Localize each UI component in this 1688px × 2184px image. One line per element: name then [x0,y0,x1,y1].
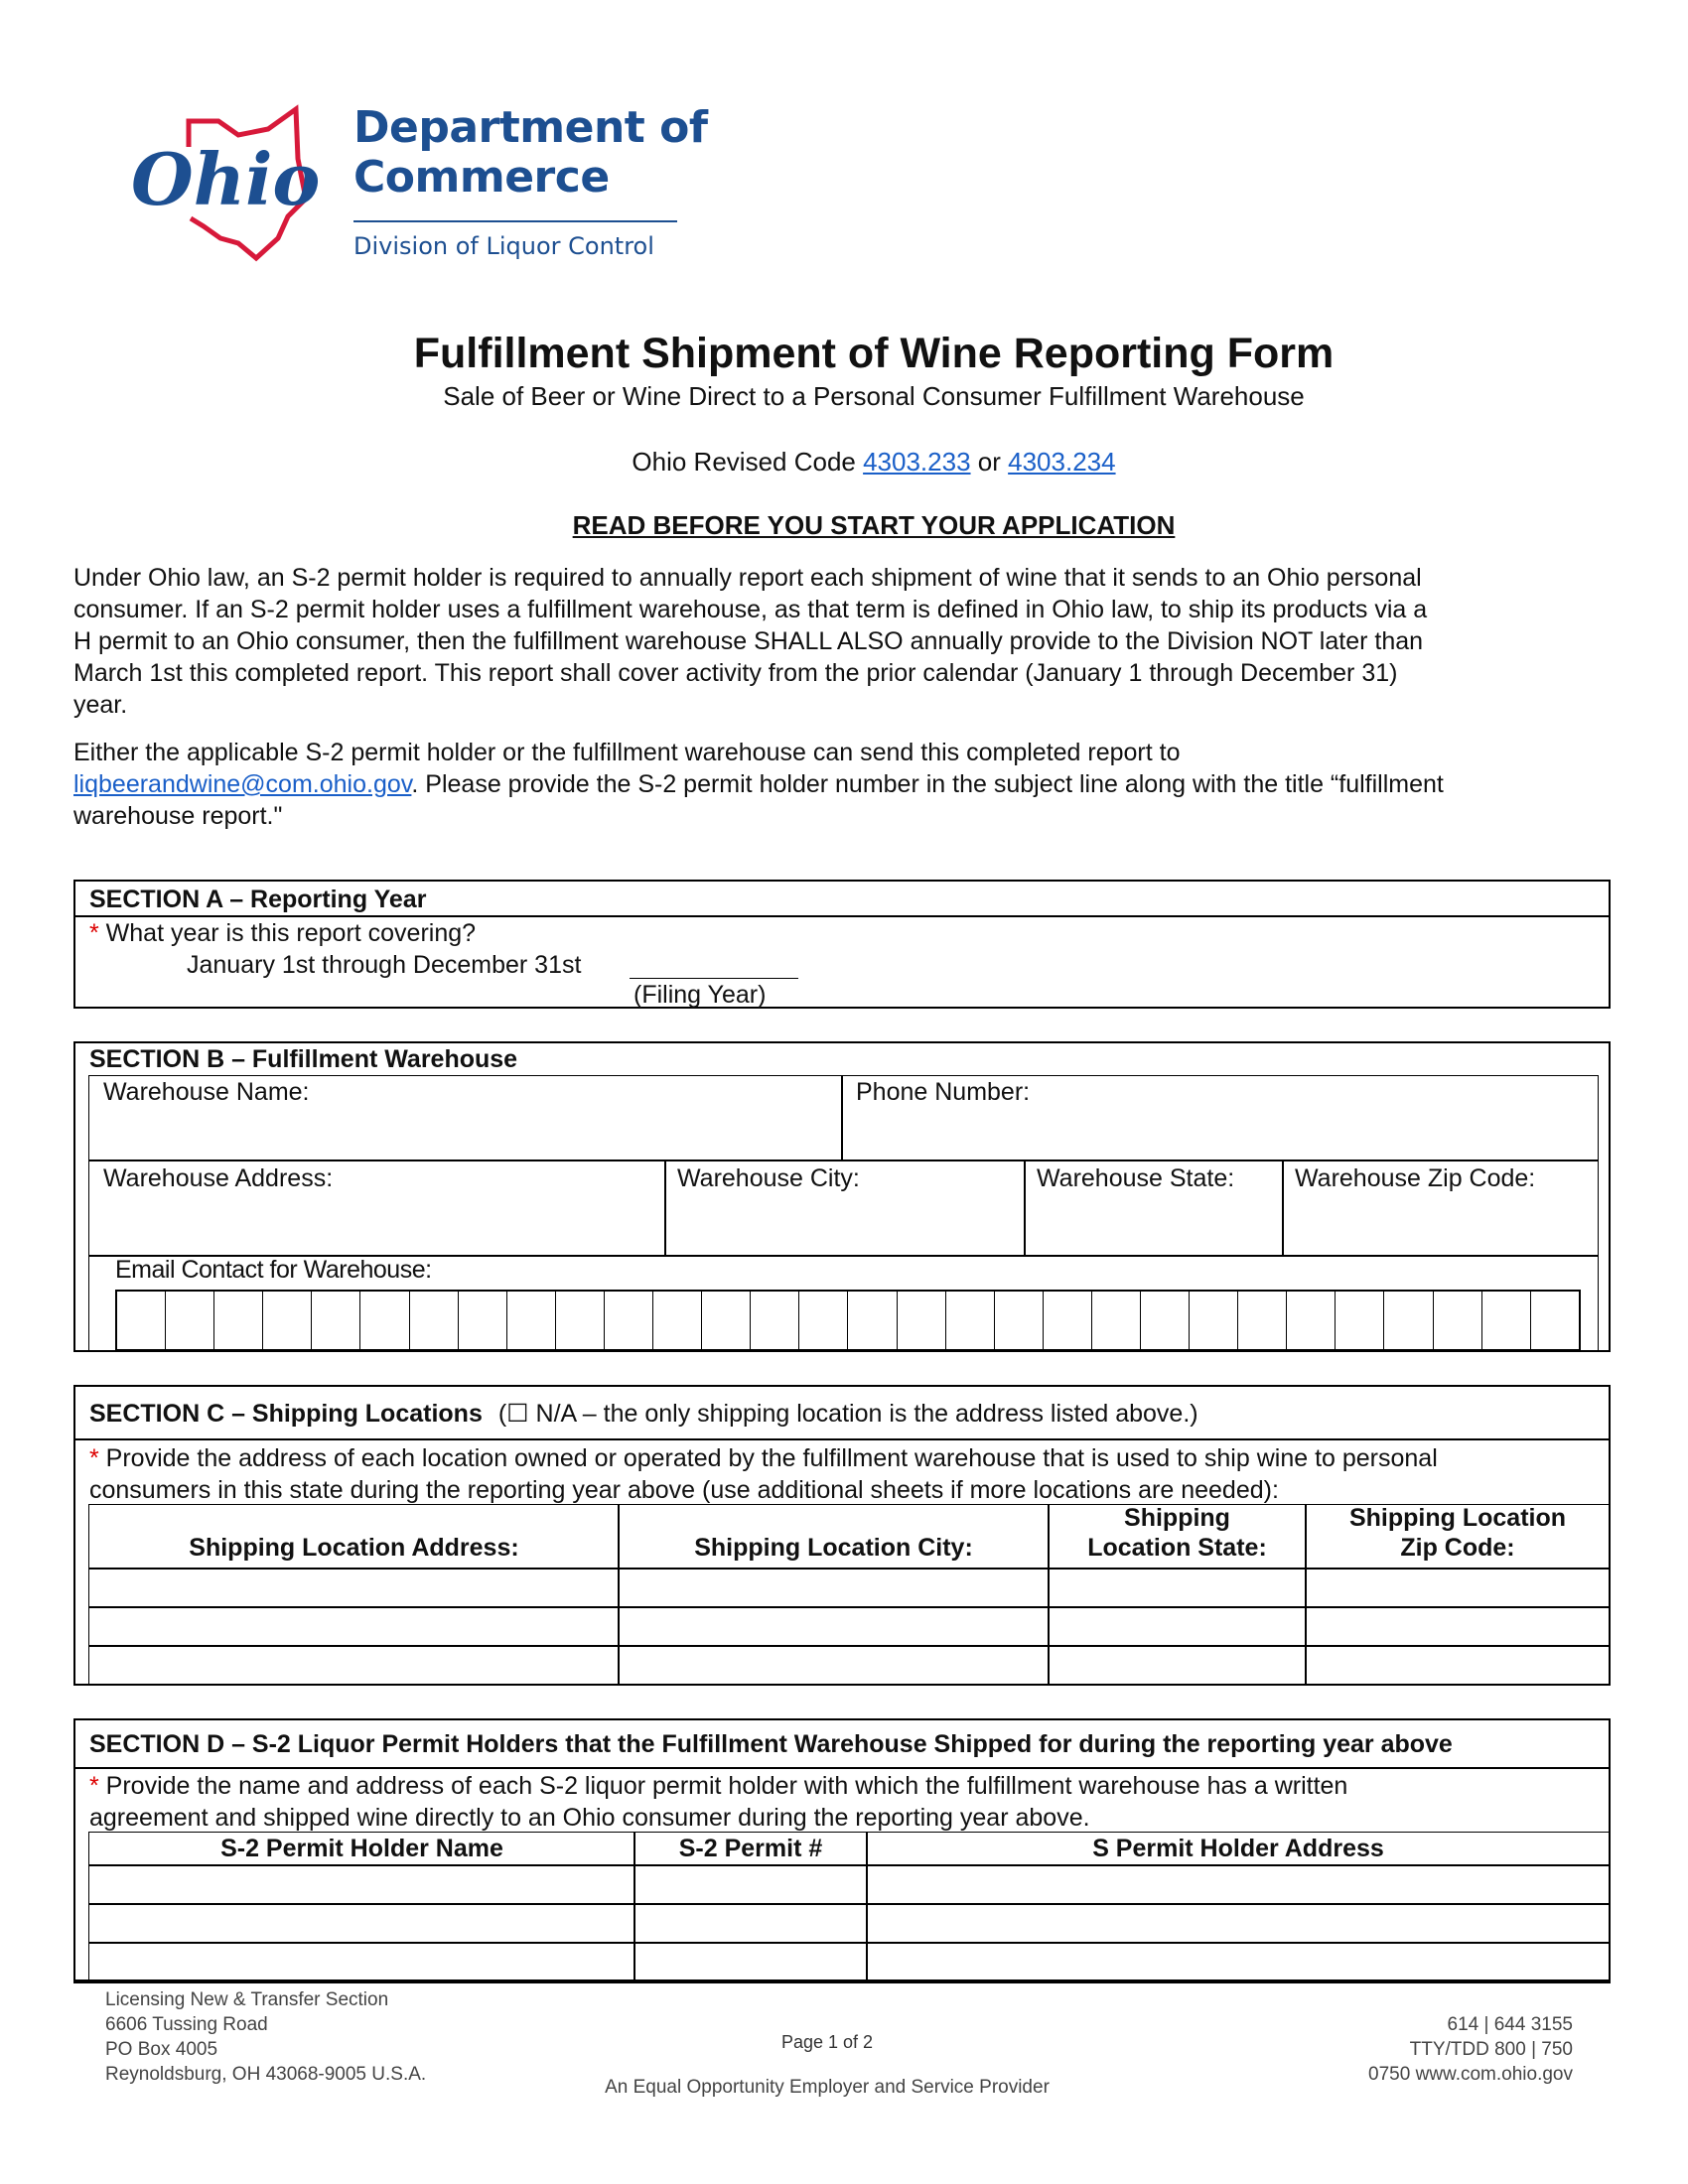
instr-line: Provide the address of each location owned or operated by the fulfillment warehouse that is used to ship wine to personal [98,1444,1438,1472]
section-c-header: SECTION C – Shipping Locations [89,1400,483,1428]
email-char-cell[interactable] [1434,1292,1482,1349]
required-marker: * [89,919,99,947]
section-d-header: SECTION D – S-2 Liquor Permit Holders that the Fulfillment Warehouse Shipped for during the reporting year above [89,1730,1453,1758]
para-line: H permit to an Ohio consumer, then the fulfillment warehouse SHALL ALSO annually provide to the Division NOT later than [73,627,1424,655]
intro-paragraph [73,562,1427,721]
year-question [89,919,476,948]
logo-line2: Commerce [353,152,610,203]
email-contact-input[interactable] [115,1290,1581,1351]
email-char-cell[interactable] [946,1292,995,1349]
col-header: S Permit Holder Address [866,1832,1611,1866]
email-char-cell[interactable] [1384,1292,1433,1349]
table-cell[interactable] [88,1606,620,1647]
revised-code [0,447,1688,478]
email-char-cell[interactable] [117,1292,166,1349]
footer-line: Reynoldsburg, OH 43068-9005 U.S.A. [105,2064,427,2085]
email-char-cell[interactable] [214,1292,263,1349]
field-label: Email Contact for Warehouse: [115,1256,432,1284]
field-label: Warehouse State: [1037,1164,1235,1192]
field-label: Warehouse Address: [103,1164,334,1192]
email-char-cell[interactable] [312,1292,360,1349]
email-char-cell[interactable] [360,1292,409,1349]
email-char-cell[interactable] [459,1292,507,1349]
email-char-cell[interactable] [995,1292,1044,1349]
code-mid: or [970,447,1009,477]
table-cell[interactable] [618,1645,1050,1686]
email-char-cell[interactable] [1044,1292,1092,1349]
email-char-cell[interactable] [263,1292,312,1349]
section-c-header-row [89,1399,1198,1429]
filing-year-input[interactable] [630,949,798,979]
warehouse-name-field[interactable] [88,1075,843,1161]
read-heading: READ BEFORE YOU START YOUR APPLICATION [572,510,1176,540]
table-cell[interactable] [88,1903,635,1944]
filing-year-caption: (Filing Year) [633,981,767,1009]
table-cell[interactable] [866,1942,1611,1982]
section-c-instructions [89,1442,1438,1506]
code-link-4303-234[interactable]: 4303.234 [1008,447,1116,477]
logo-line1: Department of [353,102,708,153]
para-line: Under Ohio law, an S-2 permit holder is required to annually report each shipment of wine that it sends to an Ohio personal [73,564,1422,592]
table-cell[interactable] [1305,1568,1611,1608]
question-text: What year is this report covering? [98,919,477,947]
divider [75,915,1609,917]
table-cell[interactable] [618,1606,1050,1647]
email-char-cell[interactable] [1190,1292,1238,1349]
phone-field[interactable] [841,1075,1599,1161]
footer-contact [1368,2012,1573,2087]
footer-address [105,1987,426,2087]
table-cell[interactable] [1305,1606,1611,1647]
na-checkbox[interactable]: (☐ N/A – the only shipping location is the address listed above.) [497,1400,1198,1428]
email-char-cell[interactable] [653,1292,702,1349]
footer-line: PO Box 4005 [105,2039,218,2060]
code-link-4303-233[interactable]: 4303.233 [863,447,971,477]
email-link[interactable]: liqbeerandwine@com.ohio.gov [73,770,412,798]
table-cell[interactable] [866,1903,1611,1944]
para-line: March 1st this completed report. This report shall cover activity from the prior calendar (January 1 through December 31) [73,659,1398,687]
email-char-cell[interactable] [751,1292,799,1349]
email-char-cell[interactable] [1092,1292,1141,1349]
required-marker: * [89,1772,99,1800]
permit-holders-table [88,1832,1611,1981]
email-char-cell[interactable] [605,1292,653,1349]
page-title: Fulfillment Shipment of Wine Reporting Form [413,330,1335,377]
col-header: Shipping Location City: [618,1504,1050,1570]
email-char-cell[interactable] [1336,1292,1384,1349]
footer-line: Licensing New & Transfer Section [105,1989,389,2010]
col-header: Shipping Location State: [1048,1504,1307,1570]
table-cell[interactable] [1305,1645,1611,1686]
table-cell[interactable] [866,1864,1611,1905]
email-char-cell[interactable] [702,1292,751,1349]
table-cell[interactable] [1048,1568,1307,1608]
col-header: Shipping Location Zip Code: [1305,1504,1611,1570]
divider [75,1438,1609,1440]
ohio-wordmark: Ohio [131,137,321,221]
table-cell[interactable] [88,1568,620,1608]
instr-line: consumers in this state during the reporting year above (use additional sheets if more locations are needed): [89,1476,1279,1504]
table-cell[interactable] [1048,1606,1307,1647]
table-cell[interactable] [633,1864,868,1905]
shipping-locations-table [88,1504,1611,1686]
email-char-cell[interactable] [1141,1292,1190,1349]
ohio-logo [129,99,328,268]
email-char-cell[interactable] [410,1292,459,1349]
section-a [73,880,1611,1009]
footer-line: 0750 www.com.ohio.gov [1368,2064,1573,2085]
warehouse-zip-field[interactable] [1282,1160,1599,1257]
email-char-cell[interactable] [848,1292,897,1349]
email-char-cell[interactable] [1482,1292,1531,1349]
footer-line: TTY/TDD 800 | 750 [1409,2039,1573,2060]
email-char-cell[interactable] [1531,1292,1579,1349]
table-cell[interactable] [633,1903,868,1944]
email-char-cell[interactable] [898,1292,946,1349]
year-range-label: January 1st through December 31st [187,951,582,979]
required-marker: * [89,1444,99,1472]
section-d-instructions [89,1770,1347,1834]
subtitle: Sale of Beer or Wine Direct to a Personal Consumer Fulfillment Warehouse [443,381,1305,411]
email-char-cell[interactable] [166,1292,214,1349]
section-b [73,1041,1611,1352]
para-line: warehouse report." [73,802,283,830]
email-char-cell[interactable] [556,1292,605,1349]
email-char-cell[interactable] [1238,1292,1287,1349]
col-header: Shipping Location Address: [88,1504,620,1570]
para-line: . Please provide the S-2 permit holder number in the subject line along with the title “fulfillment [411,770,1444,798]
logo-division: Division of Liquor Control [353,232,654,260]
para-line: year. [73,691,128,719]
warehouse-city-field[interactable] [664,1160,1026,1257]
section-c [73,1385,1611,1686]
col-header: S-2 Permit Holder Name [88,1832,635,1866]
email-row [88,1255,1599,1352]
table-cell[interactable] [633,1942,868,1982]
logo-divider [353,220,677,222]
footer-line: 614 | 644 3155 [1447,2014,1573,2035]
warehouse-address-field[interactable] [88,1160,666,1257]
divider [75,1767,1609,1769]
field-label: Warehouse Name: [103,1078,310,1106]
field-label: Warehouse City: [677,1164,860,1192]
table-cell[interactable] [1048,1645,1307,1686]
section-d [73,1718,1611,1983]
warehouse-state-field[interactable] [1024,1160,1284,1257]
section-a-header: SECTION A – Reporting Year [89,886,427,913]
para-line: Either the applicable S-2 permit holder or the fulfillment warehouse can send this completed report to [73,739,1181,766]
field-label: Warehouse Zip Code: [1295,1164,1536,1192]
footer-line: 6606 Tussing Road [105,2014,268,2035]
table-cell[interactable] [88,1942,635,1982]
para-line: consumer. If an S-2 permit holder uses a fulfillment warehouse, as that term is defined in Ohio law, to ship its products via a [73,596,1428,623]
table-cell[interactable] [618,1568,1050,1608]
table-cell[interactable] [88,1645,620,1686]
instr-line: agreement and shipped wine directly to an Ohio consumer during the reporting year above. [89,1804,1090,1832]
code-prefix: Ohio Revised Code [632,447,864,477]
col-header: S-2 Permit # [633,1832,868,1866]
email-char-cell[interactable] [507,1292,556,1349]
submission-paragraph [73,737,1444,832]
email-char-cell[interactable] [799,1292,848,1349]
table-cell[interactable] [88,1864,635,1905]
section-b-header: SECTION B – Fulfillment Warehouse [89,1045,518,1073]
email-char-cell[interactable] [1287,1292,1336,1349]
instr-line: Provide the name and address of each S-2 liquor permit holder with which the fulfillment warehouse has a written [98,1772,1348,1800]
page-number: Page 1 of 2 [780,2032,874,2052]
field-label: Phone Number: [856,1078,1031,1106]
eoe-statement: An Equal Opportunity Employer and Service Provider [605,2077,1050,2098]
